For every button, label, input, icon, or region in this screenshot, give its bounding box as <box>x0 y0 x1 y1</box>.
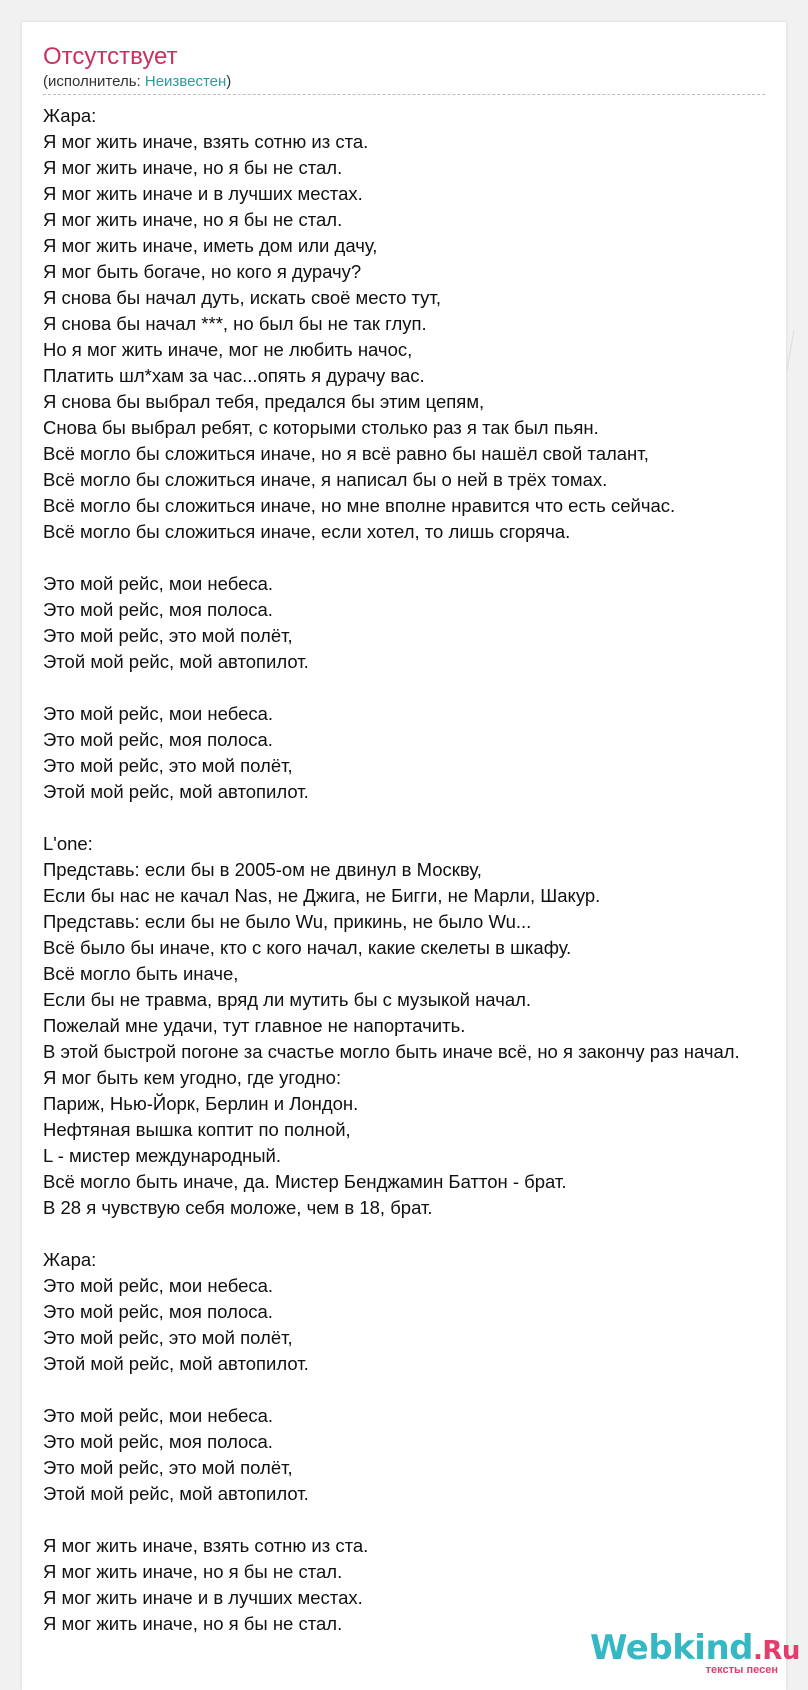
lyric-line: Всё могло быть иначе, да. Мистер Бенджамин Баттон - брат. <box>43 1171 567 1192</box>
lyric-line: Всё могло бы сложиться иначе, но я всё равно бы нашёл свой талант, <box>43 443 649 464</box>
lyric-line: Я снова бы начал ***, но был бы не так глуп. <box>43 313 427 334</box>
lyric-line: Я мог жить иначе и в лучших местах. <box>43 1587 363 1608</box>
lyric-line: Я мог жить иначе, взять сотню из ста. <box>43 131 369 152</box>
song-title: Отсутствует <box>43 43 178 70</box>
lyric-line: Это мой рейс, это мой полёт, <box>43 1327 293 1348</box>
lyric-line: Это мой рейс, мои небеса. <box>43 703 274 724</box>
lyric-line: Это мой рейс, мои небеса. <box>43 1275 274 1296</box>
lyric-line: Это мой рейс, моя полоса. <box>43 729 273 750</box>
lyric-line: Это мой рейс, моя полоса. <box>43 1301 273 1322</box>
artist-suffix: ) <box>226 73 232 90</box>
lyric-line: Этой мой рейс, мой автопилот. <box>43 651 309 672</box>
lyric-line: Всё могло бы сложиться иначе, если хотел, то лишь сгоряча. <box>43 521 571 542</box>
lyric-blank-line <box>43 675 808 701</box>
lyric-line: Это мой рейс, это мой полёт, <box>43 625 293 646</box>
lyric-line: Я снова бы начал дуть, искать своё место тут, <box>43 287 441 308</box>
lyric-blank-line <box>43 1221 808 1247</box>
lyric-blank-line <box>43 545 808 571</box>
lyric-line: Я мог жить иначе, иметь дом или дачу, <box>43 235 378 256</box>
lyric-line: L'one: <box>43 833 93 854</box>
lyric-blank-line <box>43 805 808 831</box>
lyrics-text <box>43 103 808 1637</box>
lyric-line: L - мистер международный. <box>43 1145 282 1166</box>
lyric-line: Я мог жить иначе, но я бы не стал. <box>43 157 343 178</box>
lyric-line: В 28 я чувствую себя моложе, чем в 18, брат. <box>43 1197 433 1218</box>
lyric-line: Представь: если бы не было Wu, прикинь, не было Wu... <box>43 911 532 932</box>
lyric-line: Жара: <box>43 105 97 126</box>
lyric-line: Это мой рейс, мои небеса. <box>43 1405 274 1426</box>
lyric-line: Я мог жить иначе, но я бы не стал. <box>43 1561 343 1582</box>
lyric-line: В этой быстрой погоне за счастье могло быть иначе всё, но я закончу раз начал. <box>43 1041 740 1062</box>
lyric-line: Это мой рейс, моя полоса. <box>43 1431 273 1452</box>
lyric-line: Пожелай мне удачи, тут главное не напортачить. <box>43 1015 466 1036</box>
lyric-line: Этой мой рейс, мой автопилот. <box>43 781 309 802</box>
artist-line <box>43 72 231 92</box>
lyric-line: Я мог жить иначе и в лучших местах. <box>43 183 363 204</box>
lyric-line: Это мой рейс, моя полоса. <box>43 599 273 620</box>
lyric-line: Снова бы выбрал ребят, с которыми столько раз я так был пьян. <box>43 417 599 438</box>
lyric-line: Я мог жить иначе, но я бы не стал. <box>43 1613 343 1634</box>
lyric-line: Этой мой рейс, мой автопилот. <box>43 1483 309 1504</box>
lyric-line: Это мой рейс, мои небеса. <box>43 573 274 594</box>
logo-main-text: Webkind <box>590 1628 753 1668</box>
logo-tagline: тексты песен <box>705 1664 778 1676</box>
lyric-line: Я снова бы выбрал тебя, предался бы этим цепям, <box>43 391 485 412</box>
lyric-line: Платить шл*хам за час...опять я дурачу вас. <box>43 365 425 386</box>
lyric-line: Представь: если бы в 2005-ом не двинул в Москву, <box>43 859 482 880</box>
lyric-line: Я мог жить иначе, но я бы не стал. <box>43 209 343 230</box>
artist-link[interactable]: Неизвестен <box>144 73 227 90</box>
lyric-line: Это мой рейс, это мой полёт, <box>43 1457 293 1478</box>
lyric-line: Этой мой рейс, мой автопилот. <box>43 1353 309 1374</box>
lyric-blank-line <box>43 1507 808 1533</box>
lyric-line: Нефтяная вышка коптит по полной, <box>43 1119 351 1140</box>
lyric-line: Париж, Нью-Йорк, Берлин и Лондон. <box>43 1093 359 1114</box>
lyric-line: Если бы нас не качал Nas, не Джига, не Бигги, не Марли, Шакур. <box>43 885 601 906</box>
lyric-line: Я мог жить иначе, взять сотню из ста. <box>43 1535 369 1556</box>
lyric-line: Если бы не травма, вряд ли мутить бы с музыкой начал. <box>43 989 532 1010</box>
lyric-line: Но я мог жить иначе, мог не любить начос, <box>43 339 413 360</box>
lyric-line: Это мой рейс, это мой полёт, <box>43 755 293 776</box>
title-divider <box>43 94 765 95</box>
lyric-blank-line <box>43 1377 808 1403</box>
lyric-line: Всё было бы иначе, кто с кого начал, какие скелеты в шкафу. <box>43 937 572 958</box>
lyric-line: Я мог быть кем угодно, где угодно: <box>43 1067 342 1088</box>
lyric-line: Всё могло быть иначе, <box>43 963 239 984</box>
lyric-line: Всё могло бы сложиться иначе, но мне вполне нравится что есть сейчас. <box>43 495 676 516</box>
site-logo[interactable] <box>590 1628 800 1678</box>
lyric-line: Я мог быть богаче, но кого я дурачу? <box>43 261 362 282</box>
lyric-line: Жара: <box>43 1249 97 1270</box>
logo-tld-text: .Ru <box>753 1636 800 1666</box>
lyric-line: Всё могло бы сложиться иначе, я написал бы о ней в трёх томах. <box>43 469 608 490</box>
artist-prefix: (исполнитель: <box>43 73 145 90</box>
